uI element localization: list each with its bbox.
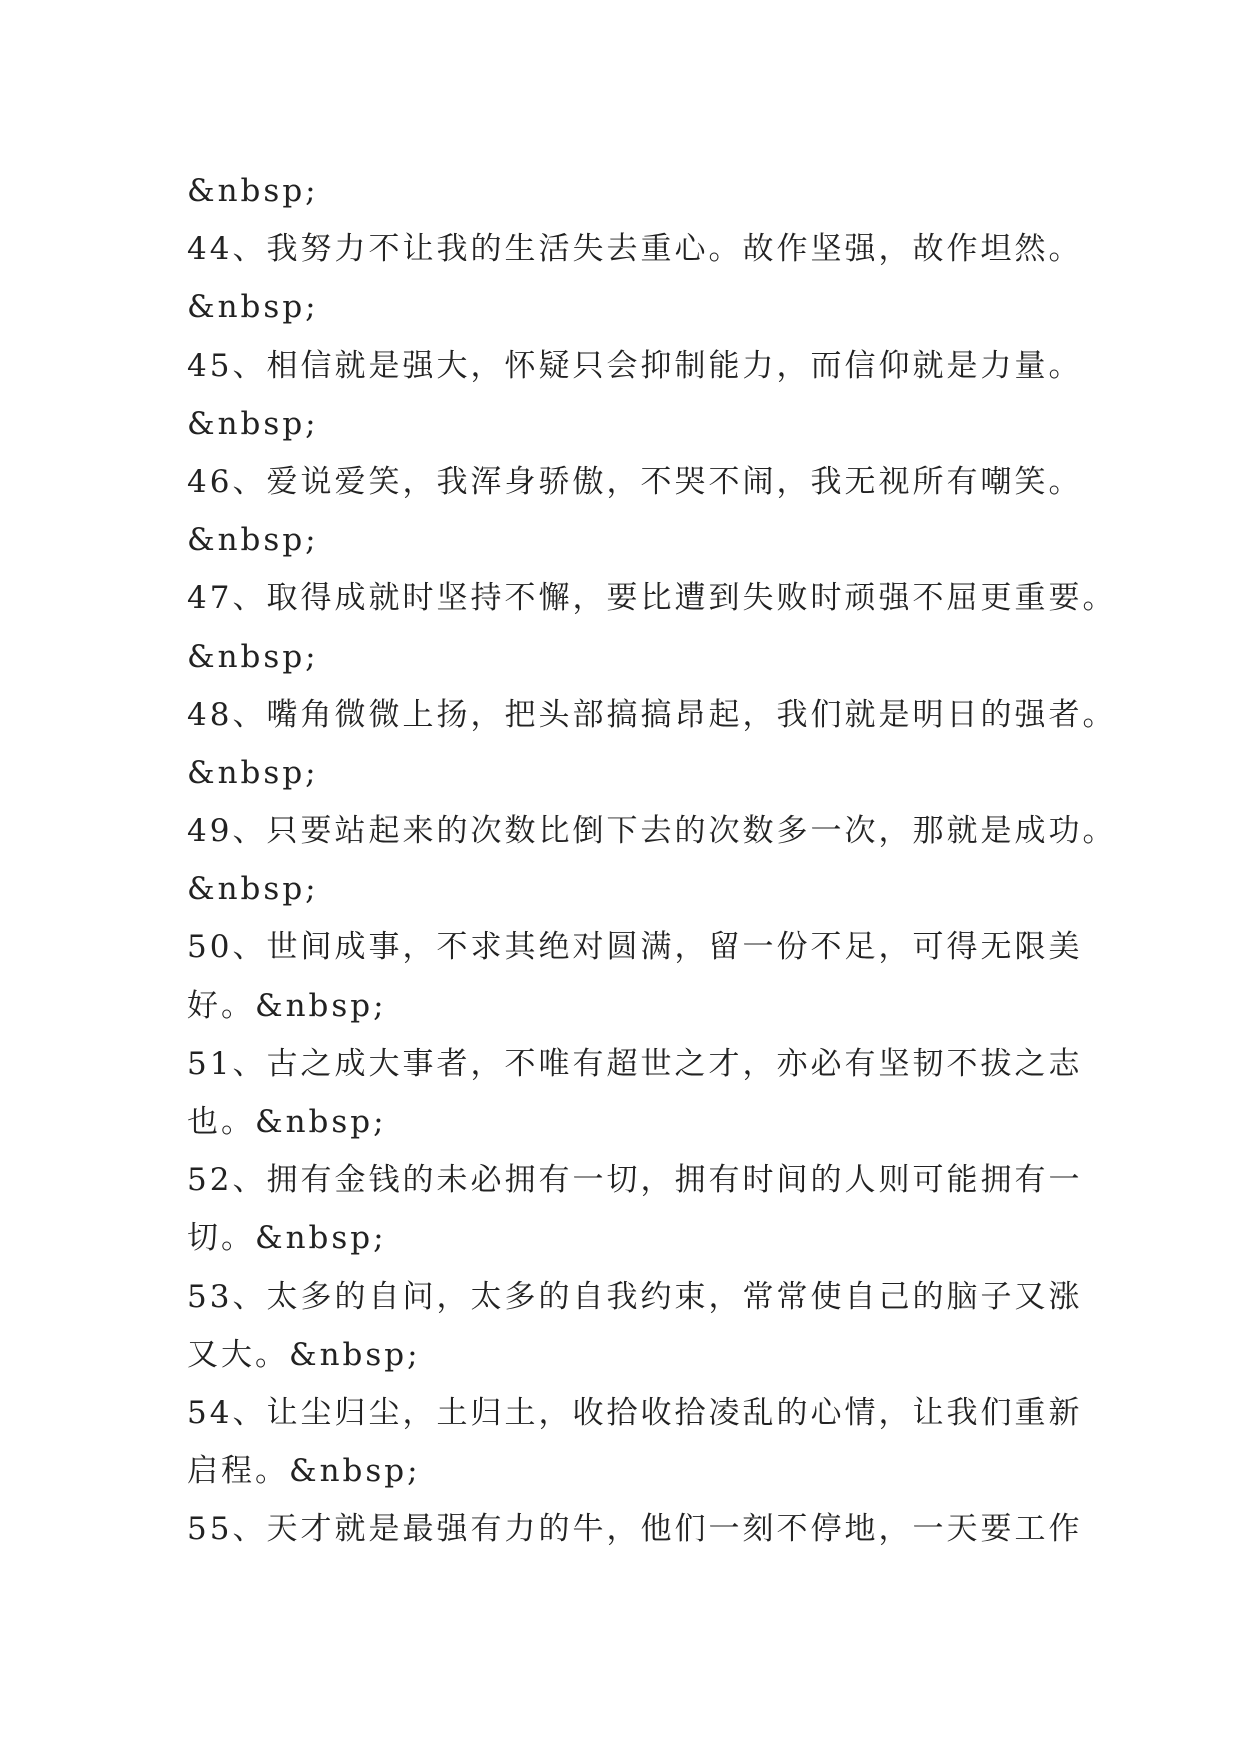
text-line: 又大。&nbsp; (187, 1336, 421, 1373)
text-line: 好。&nbsp; (187, 987, 387, 1024)
text-line: 也。&nbsp; (187, 1104, 387, 1140)
text-line: 50、世间成事，不求其绝对圆满，留一份不足，可得无限美 (187, 929, 1083, 966)
text-line: 48、嘴角微微上扬，把头部搞搞昂起，我们就是明日的强者。 (187, 696, 1117, 733)
text-line: 52、拥有金钱的未必拥有一切，拥有时间的人则可能拥有一 (187, 1162, 1083, 1199)
text-line: 55、天才就是最强有力的牛，他们一刻不停地，一天要工作 (187, 1511, 1083, 1548)
text-line: 54、让尘归尘，土归土，收拾收拾凌乱的心情，让我们重新 (187, 1394, 1083, 1431)
text-line: 46、爱说爱笑，我浑身骄傲，不哭不闹，我无视所有嘲笑。 (187, 463, 1083, 500)
text-line: &nbsp; (187, 405, 319, 442)
text-line: &nbsp; (187, 754, 319, 791)
text-line: 47、取得成就时坚持不懈，要比遭到失败时顽强不屈更重要。 (187, 580, 1117, 617)
text-line: 44、我努力不让我的生活失去重心。故作坚强，故作坦然。 (187, 231, 1083, 268)
text-line: &nbsp; (187, 522, 319, 559)
text-line: &nbsp; (187, 871, 319, 908)
text-line: 51、古之成大事者，不唯有超世之才，亦必有坚韧不拔之志 (187, 1045, 1083, 1082)
document-body (187, 162, 1117, 1559)
text-line: &nbsp; (187, 173, 319, 209)
text-line: 启程。&nbsp; (187, 1453, 421, 1490)
text-line: 45、相信就是强大，怀疑只会抑制能力，而信仰就是力量。 (187, 347, 1083, 384)
text-line: &nbsp; (187, 638, 319, 675)
text-line: 53、太多的自问，太多的自我约束，常常使自己的脑子又涨 (187, 1278, 1083, 1315)
text-line: &nbsp; (187, 289, 319, 326)
text-line: 切。&nbsp; (187, 1220, 387, 1257)
text-line: 49、只要站起来的次数比倒下去的次数多一次，那就是成功。 (187, 813, 1117, 850)
